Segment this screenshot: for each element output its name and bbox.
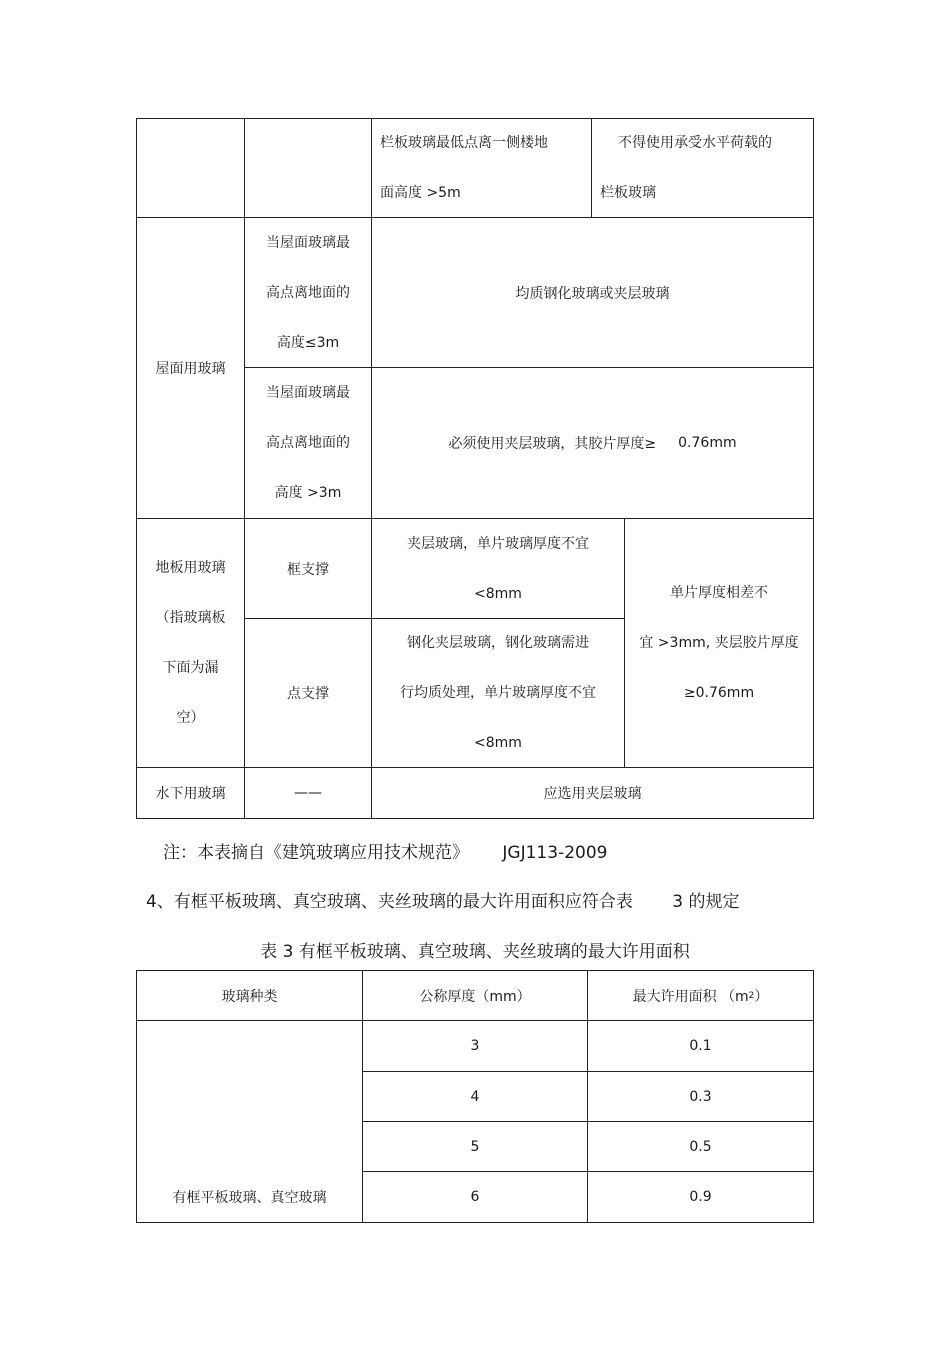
area-value: 0.3 — [689, 1088, 712, 1105]
thickness-value: 6 — [470, 1189, 480, 1205]
thickness-cell — [363, 1072, 587, 1121]
underwater-requirement: 应选用夹层玻璃 — [543, 786, 642, 802]
floor-category-line1: 地板用玻璃 — [155, 560, 226, 576]
source-note-text: 注：本表摘自《建筑玻璃应用技术规范》 — [163, 843, 469, 863]
floor-category-cell — [137, 519, 244, 767]
roof-sub1-requirement: 均质钢化玻璃或夹层玻璃 — [515, 285, 670, 302]
floor-category-line2: （指玻璃板 — [155, 610, 226, 626]
railing-condition-line2: 面高度 >5m — [380, 184, 461, 201]
floor-frame-req-line2: <8mm — [474, 585, 522, 602]
railing-requirement-line2: 栏板玻璃 — [600, 184, 656, 201]
thickness-value: 4 — [470, 1088, 480, 1105]
header-thickness — [363, 971, 587, 1020]
underwater-condition-cell — [245, 768, 371, 818]
floor-frame-req-line1: 夹层玻璃，单片玻璃厚度不宜 — [407, 535, 589, 552]
floor-frame-requirement-cell — [372, 519, 624, 618]
roof-sub1-condition-cell — [245, 218, 371, 367]
area-cell — [588, 1122, 813, 1171]
roof-sub2-condition-cell — [245, 368, 371, 518]
thickness-cell — [363, 1172, 587, 1222]
roof-sub2-cond-line1: 当屋面玻璃最 — [266, 385, 350, 401]
roof-category-label: 屋面用玻璃 — [155, 361, 226, 377]
glass-type-cell — [137, 1172, 362, 1222]
paragraph-4-text: 4、有框平板玻璃、真空玻璃、夹丝玻璃的最大许用面积应符合表 — [146, 892, 633, 912]
table3-caption — [0, 937, 950, 962]
roof-sub1-requirement-cell — [372, 218, 813, 367]
floor-category-line4: 空） — [176, 710, 205, 726]
roof-sub1-cond-line1: 当屋面玻璃最 — [266, 234, 350, 251]
header-max-area — [588, 971, 813, 1020]
roof-sub2-requirement-part1: 必须使用夹层玻璃，其胶片厚度≥ — [448, 436, 657, 452]
roof-sub1-cond-line2: 高点离地面的 — [266, 284, 350, 301]
header-thickness-text: 公称厚度（mm） — [419, 988, 531, 1005]
floor-shared-requirement-cell — [625, 519, 813, 767]
area-cell — [588, 1021, 813, 1071]
floor-frame-support: 框支撑 — [287, 561, 329, 578]
floor-point-req-line2: 行均质处理，单片玻璃厚度不宜 — [400, 685, 596, 701]
underwater-category: 水下用玻璃 — [155, 786, 226, 802]
roof-sub1-cond-line3: 高度≤3m — [276, 334, 340, 351]
glass-type-label: 有框平板玻璃、真空玻璃 — [172, 1190, 327, 1206]
paragraph-4 — [146, 887, 739, 912]
floor-shared-line2: 宜 >3mm, 夹层胶片厚度 — [639, 635, 799, 651]
floor-point-support-cell — [245, 619, 371, 767]
underwater-requirement-cell — [372, 768, 813, 818]
paragraph-4-ref: 3 的规定 — [672, 892, 740, 912]
thickness-value: 5 — [470, 1138, 480, 1155]
railing-requirement-cell — [600, 118, 812, 217]
floor-shared-line3: ≥0.76mm — [683, 685, 755, 701]
header-max-area-close: ） — [754, 988, 769, 1005]
header-max-area-text: 最大许用面积 （m — [632, 988, 749, 1005]
railing-requirement-line1: 不得使用承受水平荷载的 — [618, 134, 772, 151]
floor-point-req-line1: 钢化夹层玻璃，钢化玻璃需进 — [407, 635, 589, 651]
railing-condition-cell — [380, 118, 590, 217]
underwater-category-cell — [137, 768, 244, 818]
thickness-value: 3 — [470, 1038, 480, 1054]
underwater-condition: —— — [294, 785, 322, 801]
roof-sub2-requirement-part2: 0.76mm — [678, 435, 737, 451]
roof-sub2-requirement-cell — [372, 368, 813, 518]
header-glass-type — [137, 971, 362, 1020]
area-value: 0.9 — [689, 1189, 712, 1205]
roof-category-cell — [137, 218, 244, 518]
header-max-area-sup: 2 — [748, 990, 755, 1001]
railing-condition-line1: 栏板玻璃最低点离一侧楼地 — [380, 134, 548, 151]
thickness-cell — [363, 1122, 587, 1171]
area-value: 0.5 — [689, 1138, 712, 1155]
area-cell — [588, 1172, 813, 1222]
area-cell — [588, 1072, 813, 1121]
roof-sub2-cond-line3: 高度 >3m — [274, 485, 342, 501]
floor-shared-line1: 单片厚度相差不 — [670, 585, 768, 601]
source-note — [163, 838, 607, 863]
floor-point-support: 点支撑 — [287, 686, 329, 702]
roof-sub2-cond-line2: 高点离地面的 — [266, 435, 350, 451]
floor-category-line3: 下面为漏 — [162, 660, 219, 676]
floor-point-requirement-cell — [372, 619, 624, 767]
floor-point-req-line3: <8mm — [474, 735, 522, 751]
area-value: 0.1 — [689, 1038, 712, 1054]
header-glass-type-text: 玻璃种类 — [221, 988, 278, 1005]
table3-caption-text: 表 3 有框平板玻璃、真空玻璃、夹丝玻璃的最大许用面积 — [260, 942, 690, 962]
thickness-cell — [363, 1021, 587, 1071]
source-note-code: JGJ113-2009 — [502, 843, 608, 863]
floor-frame-support-cell — [245, 519, 371, 618]
